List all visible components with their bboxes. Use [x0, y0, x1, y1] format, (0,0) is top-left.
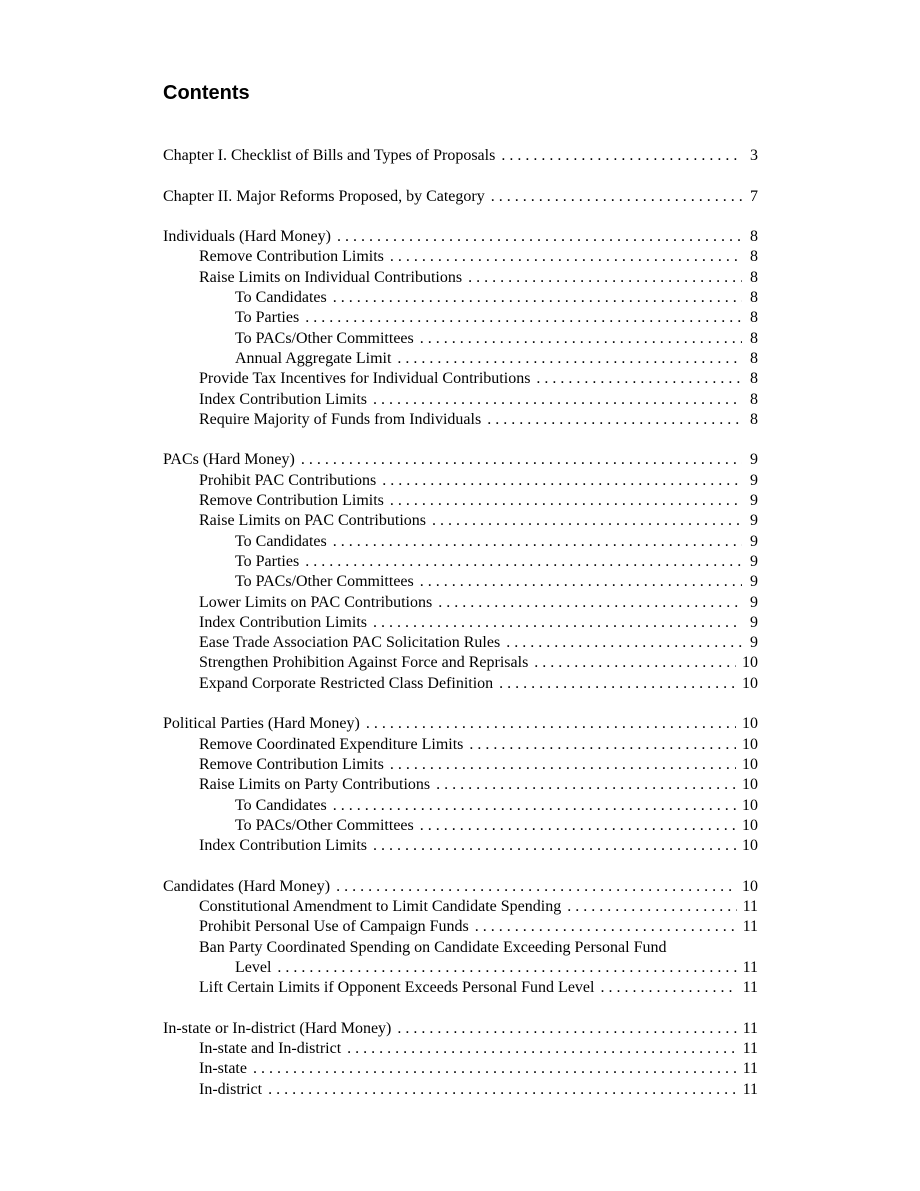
dot-leader — [390, 247, 742, 267]
dot-leader — [277, 958, 736, 978]
toc-entry[interactable] — [163, 633, 758, 653]
toc-entry[interactable] — [163, 450, 758, 470]
toc-page-number: 10 — [742, 755, 758, 773]
toc-page-number: 10 — [742, 776, 758, 794]
toc-entry[interactable] — [163, 653, 758, 673]
toc-entry-title: Raise Limits on Party Contributions — [199, 776, 431, 794]
dot-leader — [336, 877, 736, 897]
dot-leader — [534, 653, 736, 673]
toc-entry-title: In-state — [199, 1060, 247, 1078]
toc-entry-title: To Parties — [235, 309, 300, 327]
toc-entry[interactable] — [163, 532, 758, 552]
toc-page-number: 8 — [750, 349, 758, 367]
toc-entry[interactable] — [163, 308, 758, 328]
toc-entry-title: In-district — [199, 1080, 263, 1098]
toc-page-number: 10 — [742, 837, 758, 855]
dot-leader — [536, 369, 742, 389]
toc-entry[interactable] — [163, 1039, 758, 1059]
toc-entry[interactable] — [163, 917, 758, 937]
toc-entry-title: Prohibit PAC Contributions — [199, 471, 377, 489]
toc-entry[interactable] — [163, 227, 758, 247]
toc-page-number: 9 — [750, 471, 758, 489]
toc-entry-title: Remove Coordinated Expenditure Limits — [199, 735, 464, 753]
toc-entry-title: Remove Contribution Limits — [199, 248, 384, 266]
toc-page-number: 8 — [750, 309, 758, 327]
toc-entry[interactable] — [163, 816, 758, 836]
dot-leader — [600, 978, 736, 998]
dot-leader — [468, 268, 742, 288]
dot-leader — [390, 491, 742, 511]
dot-leader — [420, 329, 742, 349]
toc-entry-title: Lift Certain Limits if Opponent Exceeds Personal Fund Level — [199, 979, 595, 997]
toc-entry[interactable] — [163, 775, 758, 795]
dot-leader — [268, 1080, 737, 1100]
toc-entry-title: Provide Tax Incentives for Individual Contributions — [199, 370, 531, 388]
toc-entry[interactable] — [163, 552, 758, 572]
toc-entry[interactable] — [163, 593, 758, 613]
toc-entry-title-continuation: Level — [235, 958, 272, 976]
dot-leader — [373, 390, 742, 410]
dot-leader — [347, 1039, 736, 1059]
toc-entry[interactable] — [163, 714, 758, 734]
toc-entry[interactable] — [163, 268, 758, 288]
dot-leader — [420, 816, 736, 836]
toc-entry[interactable] — [163, 1019, 758, 1039]
toc-entry[interactable] — [163, 938, 758, 979]
toc-entry-title: Constitutional Amendment to Limit Candidate Spending — [199, 897, 562, 915]
dot-leader — [432, 511, 742, 531]
toc-entry[interactable] — [163, 471, 758, 491]
toc-entry-title: Chapter II. Major Reforms Proposed, by Category — [163, 187, 485, 205]
dot-leader — [501, 146, 742, 166]
toc-entry-title: Chapter I. Checklist of Bills and Types of Proposals — [163, 147, 496, 164]
toc-entry-title: To PACs/Other Committees — [235, 573, 414, 591]
dot-leader — [491, 187, 742, 207]
toc-page-number: 11 — [742, 1080, 758, 1098]
dot-leader — [436, 775, 736, 795]
toc-entry[interactable] — [163, 329, 758, 349]
toc-entry-title: Annual Aggregate Limit — [235, 349, 392, 367]
toc-entry-title: Index Contribution Limits — [199, 837, 367, 855]
dot-leader — [506, 633, 742, 653]
dot-leader — [382, 471, 742, 491]
toc-entry-title: Remove Contribution Limits — [199, 492, 384, 510]
toc-page-number: 7 — [750, 187, 758, 205]
toc-entry-title: To PACs/Other Committees — [235, 816, 414, 834]
toc-page-number: 8 — [750, 329, 758, 347]
toc-entry-title: To Candidates — [235, 289, 327, 307]
dot-leader — [333, 796, 736, 816]
toc-entry-title: Raise Limits on PAC Contributions — [199, 512, 426, 530]
toc-entry[interactable] — [163, 511, 758, 531]
toc-entry[interactable] — [163, 674, 758, 694]
toc-entry-title: To Candidates — [235, 796, 327, 814]
toc-page-number: 10 — [742, 816, 758, 834]
dot-leader — [438, 593, 742, 613]
toc-page-number: 3 — [750, 147, 758, 164]
toc-page-number: 11 — [742, 958, 758, 976]
toc-entry[interactable] — [163, 978, 758, 998]
toc-page-number: 11 — [742, 918, 758, 936]
dot-leader — [301, 450, 742, 470]
dot-leader — [373, 613, 742, 633]
toc-entry[interactable] — [163, 572, 758, 592]
toc-entry-title: Lower Limits on PAC Contributions — [199, 593, 433, 611]
toc-entry-title: Prohibit Personal Use of Campaign Funds — [199, 918, 469, 936]
dot-leader — [305, 552, 742, 572]
toc-page-number: 11 — [742, 897, 758, 915]
toc-page-number: 10 — [742, 735, 758, 753]
toc-entry-title: Candidates (Hard Money) — [163, 877, 331, 895]
toc-entry[interactable] — [163, 613, 758, 633]
dot-leader — [469, 735, 736, 755]
toc-entry[interactable] — [163, 369, 758, 389]
toc-page-number: 8 — [750, 370, 758, 388]
toc-page-number: 9 — [750, 573, 758, 591]
toc-entry-title: Ban Party Coordinated Spending on Candidate Exceeding Personal Fund — [199, 938, 667, 956]
dot-leader — [487, 410, 742, 430]
toc-page-number: 9 — [750, 451, 758, 469]
toc-entry-title: To Parties — [235, 552, 300, 570]
toc-entry-title: PACs (Hard Money) — [163, 451, 295, 469]
toc-page-number: 9 — [750, 492, 758, 510]
dot-leader — [337, 227, 742, 247]
toc-page-number: 9 — [750, 512, 758, 530]
toc-page-number: 11 — [742, 1040, 758, 1058]
toc-page-number: 8 — [750, 390, 758, 408]
toc-entry-title: Political Parties (Hard Money) — [163, 715, 360, 733]
toc-page-number: 11 — [742, 1060, 758, 1078]
toc-entry-title: Index Contribution Limits — [199, 613, 367, 631]
toc-entry-title: In-state or In-district (Hard Money) — [163, 1019, 392, 1037]
toc-page-number: 10 — [742, 715, 758, 733]
toc-entry-title: In-state and In-district — [199, 1040, 342, 1058]
toc-entry-title: Index Contribution Limits — [199, 390, 367, 408]
toc-entry[interactable] — [163, 349, 758, 369]
toc-entry[interactable] — [163, 755, 758, 775]
toc-page-number: 9 — [750, 613, 758, 631]
toc-entry-title: To PACs/Other Committees — [235, 329, 414, 347]
dot-leader — [397, 1019, 736, 1039]
dot-leader — [333, 532, 742, 552]
dot-leader — [390, 755, 736, 775]
toc-entry-title: Raise Limits on Individual Contributions — [199, 268, 463, 286]
toc-page-number: 8 — [750, 268, 758, 286]
toc-page-number: 11 — [742, 1019, 758, 1037]
toc-page-number: 9 — [750, 634, 758, 652]
toc-entry[interactable] — [163, 491, 758, 511]
toc-page-number: 9 — [750, 552, 758, 570]
dot-leader — [373, 836, 736, 856]
toc-entry-title: Ease Trade Association PAC Solicitation Rules — [199, 634, 501, 652]
toc-entry-title: Require Majority of Funds from Individuals — [199, 410, 482, 428]
toc-page-number: 9 — [750, 532, 758, 550]
toc-entry[interactable] — [163, 877, 758, 897]
toc-entry[interactable] — [163, 836, 758, 856]
dot-leader — [567, 897, 736, 917]
table-of-contents — [163, 146, 758, 1100]
toc-entry[interactable] — [163, 1059, 758, 1079]
dot-leader — [475, 917, 737, 937]
dot-leader — [366, 714, 736, 734]
toc-page-number: 10 — [742, 674, 758, 692]
toc-page-number: 10 — [742, 877, 758, 895]
toc-page-number: 8 — [750, 410, 758, 428]
toc-page-number: 9 — [750, 593, 758, 611]
dot-leader — [499, 674, 736, 694]
toc-entry[interactable] — [163, 247, 758, 267]
toc-entry-title: Strengthen Prohibition Against Force and Reprisals — [199, 654, 529, 672]
toc-entry[interactable] — [163, 146, 758, 166]
toc-page-number: 10 — [742, 796, 758, 814]
toc-page-number: 8 — [750, 228, 758, 246]
dot-leader — [333, 288, 742, 308]
toc-entry[interactable] — [163, 288, 758, 308]
toc-entry[interactable] — [163, 796, 758, 816]
dot-leader — [397, 349, 742, 369]
dot-leader — [253, 1059, 737, 1079]
toc-page-number: 11 — [742, 979, 758, 997]
toc-entry[interactable] — [163, 735, 758, 755]
dot-leader — [420, 572, 742, 592]
toc-entry-title: Expand Corporate Restricted Class Definition — [199, 674, 494, 692]
toc-entry-title: Remove Contribution Limits — [199, 755, 384, 773]
toc-page-number: 10 — [742, 654, 758, 672]
toc-entry-title: Individuals (Hard Money) — [163, 228, 331, 246]
toc-entry[interactable] — [163, 187, 758, 207]
toc-entry[interactable] — [163, 410, 758, 430]
toc-entry-title: To Candidates — [235, 532, 327, 550]
dot-leader — [305, 308, 742, 328]
toc-entry[interactable] — [163, 897, 758, 917]
toc-entry[interactable] — [163, 1080, 758, 1100]
page-title: Contents — [163, 82, 250, 104]
toc-page-number: 8 — [750, 289, 758, 307]
toc-entry[interactable] — [163, 390, 758, 410]
toc-page-number: 8 — [750, 248, 758, 266]
